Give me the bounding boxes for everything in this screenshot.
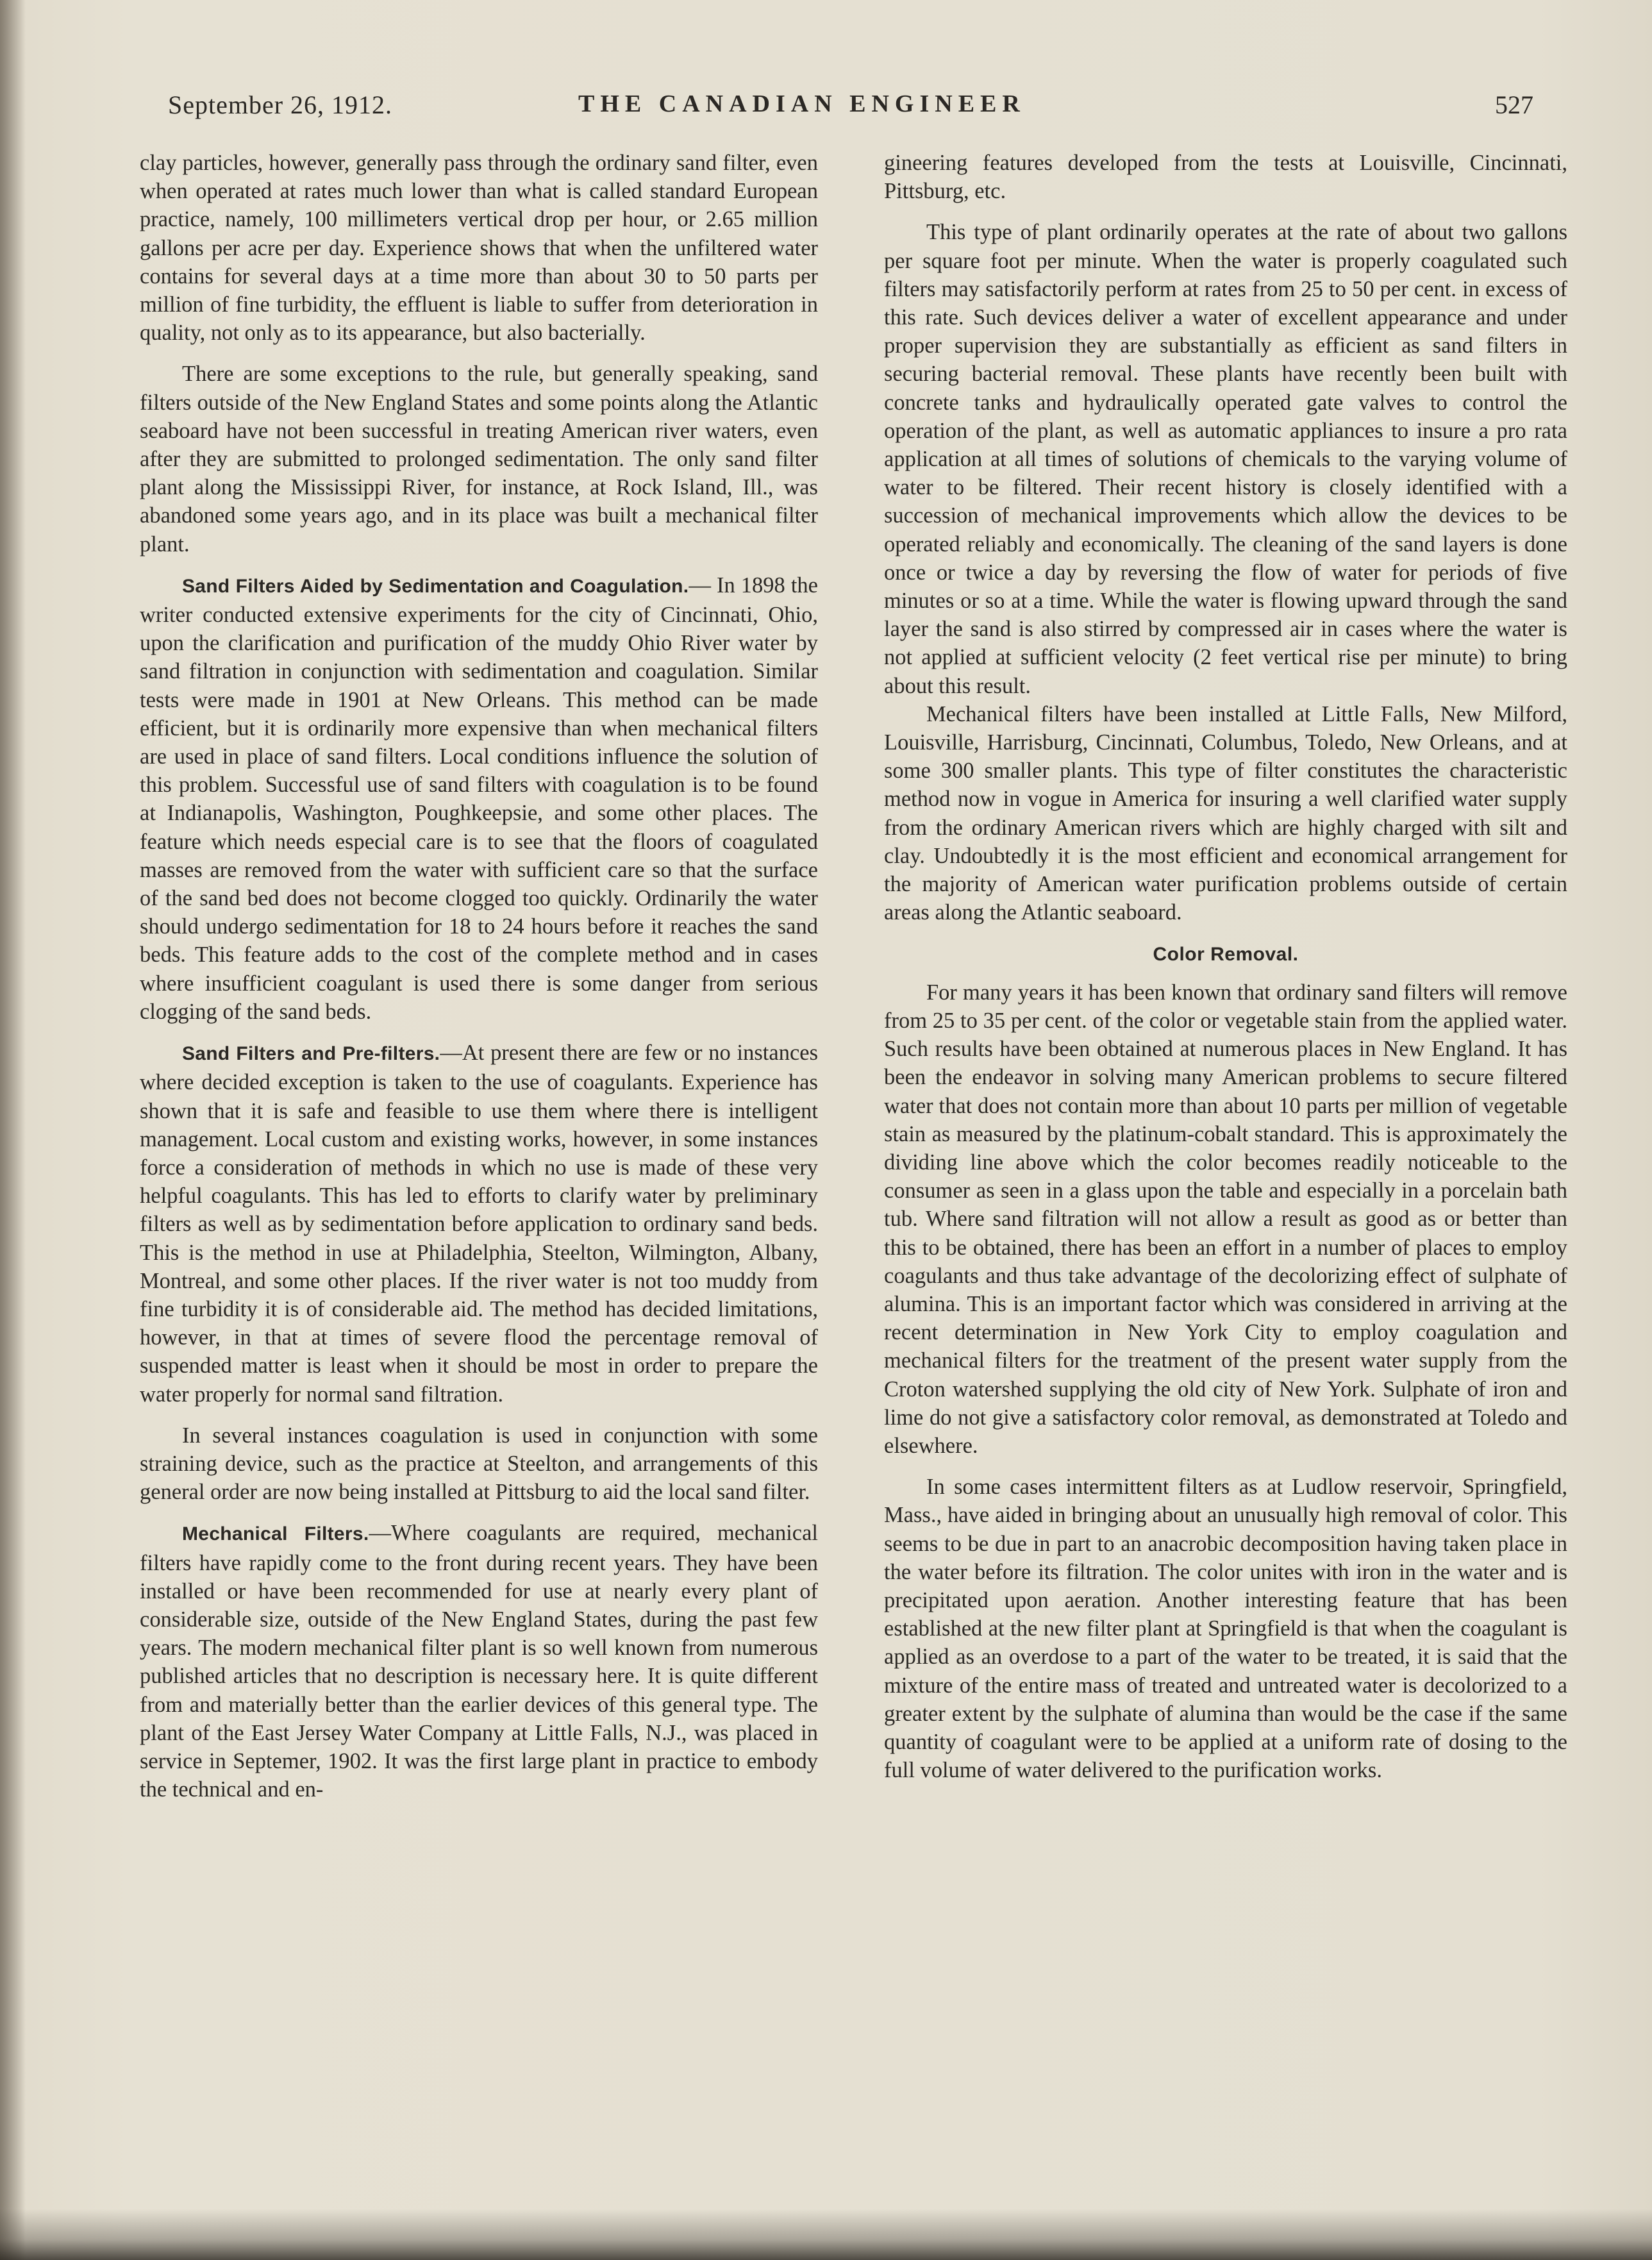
paragraph-text: —Where coagulants are required, mechanical filters have rapidly come to the front during recent years. They have been installed or have been recommended for use at nearly every plant of considerable size, outside of the New England States, during the past few years. The modern mechanical filter plant is so well known from numerous published articles that no description is necessary here. It is quite different from and materially better than the earlier devices of this general type. The plant of the East Jersey Water Company at Little Falls, N.J., was placed in service in Septemer, 1902. It was the first large plant in practice to embody the technical and en- (140, 1521, 818, 1802)
paragraph: This type of plant ordinarily operates at the rate of about two gallons per square foot per minute. When the water is properly coagulated such filters may satisfactorily perform at rates from 25 to 50 per cent. in excess of this rate. Such devices deliver a water of excellent appearance and under proper supervision they are substantially as efficient as sand filters in securing bacterial removal. These plants have recently been built with concrete tanks and hydraulically operated gate valves to control the operation of the plant, as well as automatic appliances to insure a pro rata application at all times of solutions of chemicals to the varying volume of water to be filtered. Their recent history is closely identified with a succession of mechanical improvements which allow the devices to be operated reliably and economically. The cleaning of the sand layers is done once or twice a day by reversing the flow of water for periods of five minutes or so at a time. While the water is flowing upward through the sand layer the sand is also stirred by compressed air in cases where the water is not applied at sufficient velocity (2 feet vertical rise per minute) to bring about this result. (884, 220, 1567, 698)
binding-shadow (0, 0, 26, 2260)
section-sand-filters-coagulation (140, 571, 818, 1026)
paragraph: Mechanical filters have been installed at Little Falls, New Milford, Louisville, Harrisburg, Cincinnati, Columbus, Toledo, New Orleans, and at some 300 smaller plants. This type of filter constitutes the characteristic method now in vogue in America for insuring a well clarified water supply from the ordinary American rivers which are highly charged with silt and clay. Undoubtedly it is the most efficient and economical arrangement for the majority of American water purification problems outside of certain areas along the Atlantic seaboard. (884, 701, 1567, 925)
section-pre-filters (140, 1039, 818, 1409)
paragraph: For many years it has been known that ordinary sand filters will remove from 25 to 35 per cent. of the color or vegetable stain from the applied water. Such results have been obtained at numerous places in New England. It has been the endeavor in solving many American problems to secure filtered water that does not contain more than about 10 parts per million of vegetable stain as measured by the platinum-cobalt standard. This is approximately the dividing line above which the color becomes readily noticeable to the consumer as seen in a glass upon the table and especially in a porcelain bath tub. Where sand filtration will not allow a result as good as or better than this to be obtained, there has been an effort in a number of places to employ coagulants and thus take advantage of the decolorizing effect of sulphate of alumina. This is an important factor which was considered in arriving at the recent determination in New York City to employ coagulation and mechanical filters for the treatment of the present water supply from the Croton watershed supplying the old city of New York. Sulphate of iron and lime do not give a satisfactory color removal, as demonstrated at Toledo and elsewhere. (884, 980, 1567, 1458)
paragraph-text: —At present there are few or no instances where decided exception is taken to the use of coagulants. Experience has shown that it is safe and feasible to use them where there is intelligent management. Local custom and existing works, however, in some instances force a consideration of methods in which no use is made of these very helpful coagulants. This has led to efforts to clarify water by preliminary filters as well as by sedimentation before application to ordinary sand beds. This is the method in use at Philadelphia, Steelton, Wilmington, Albany, Montreal, and some other places. If the river water is not too muddy from fine turbidity it is of considerable aid. The method has decided limitations, however, in that at times of severe flood the percentage removal of suspended matter is least when it should be most in order to prepare the water properly for normal sand filtration. (140, 1041, 819, 1407)
header-date: September 26, 1912. (168, 90, 393, 119)
right-column (884, 149, 1567, 1784)
section-heading-color-removal: Color Removal. (1153, 944, 1299, 966)
paragraph: In several instances coagulation is used in conjunction with some straining device, such as the practice at Steelton, and arrangements of this general order are now being installed at Pittsburg to aid the local sand filter. (140, 1423, 818, 1505)
page-edge-shadow (0, 2209, 1652, 2260)
paragraph: There are some exceptions to the rule, but generally speaking, sand filters outside of the New England States and some points along the Atlantic seaboard have not been successful in treating American river waters, even after they are submitted to prolonged sedimentation. The only sand filter plant along the Mississippi River, for instance, at Rock Island, Ill., was abandoned some years ago, and in its place was built a mechanical filter plant. (140, 362, 818, 557)
journal-title: THE CANADIAN ENGINEER (578, 90, 1026, 117)
left-column (140, 149, 818, 1804)
paragraph-text: — In 1898 the writer conducted extensive experiments for the city of Cincinnati, Ohio, upon the clarification and purification of the muddy Ohio River water by sand filtration in conjunction with sedimentation and coagulation. Similar tests were made in 1901 at New Orleans. This method can be made efficient, but it is ordinarily more expensive than when mechanical filters are used in place of sand filters. Local conditions influence the solution of this problem. Successful use of sand filters with coagulation is to be found at Indianapolis, Washington, Poughkeepsie, and some other places. The feature which needs especial care is to see that the floors of coagulated masses are removed from the water with sufficient care so that the surface of the sand bed does not become clogged too quickly. Ordinarily the water should undergo sedimentation for 18 to 24 hours before it reaches the sand beds. This feature adds to the cost of the complete method and in cases where insufficient coagulant is used there is some danger from serious clogging of the sand beds. (140, 573, 818, 1024)
run-in-heading: Sand Filters and Pre-filters. (182, 1043, 440, 1065)
paragraph: clay particles, however, generally pass through the ordinary sand filter, even when operated at rates much lower than what is called standard European practice, namely, 100 millimeters vertical drop per hour, or 2.65 million gallons per acre per day. Experience shows that when the unfiltered water contains for several days at a time more than about 30 to 50 parts per million of fine turbidity, the effluent is liable to suffer from deterioration in quality, not only as to its appearance, but also bacterially. (140, 151, 818, 346)
section-mechanical-filters (140, 1519, 818, 1804)
running-header (168, 90, 1533, 128)
paragraph: gineering features developed from the tests at Louisville, Cincinnati, Pittsburg, etc. (884, 151, 1567, 204)
run-in-heading: Sand Filters Aided by Sedimentation and Coagulation. (182, 575, 689, 597)
run-in-heading: Mechanical Filters. (182, 1523, 369, 1545)
paragraph: In some cases intermittent filters as at Ludlow reservoir, Springfield, Mass., have aided in bringing about an unusually high removal of color. This seems to be due in part to an anacrobic decomposition having taken place in the water before its filtration. The color unites with iron in the water and is precipitated upon aeration. Another interesting feature that has been established at the new filter plant at Springfield is that when the coagulant is applied as an overdose to a part of the water to be treated, it is said that the mixture of the entire mass of treated and untreated water is decolorized to a greater extent by the sulphate of alumina than would be the case if the same quantity of coagulant were to be applied at a uniform rate of dosing to the full volume of water delivered to the purification works. (884, 1475, 1567, 1783)
page-number: 527 (1495, 90, 1533, 119)
